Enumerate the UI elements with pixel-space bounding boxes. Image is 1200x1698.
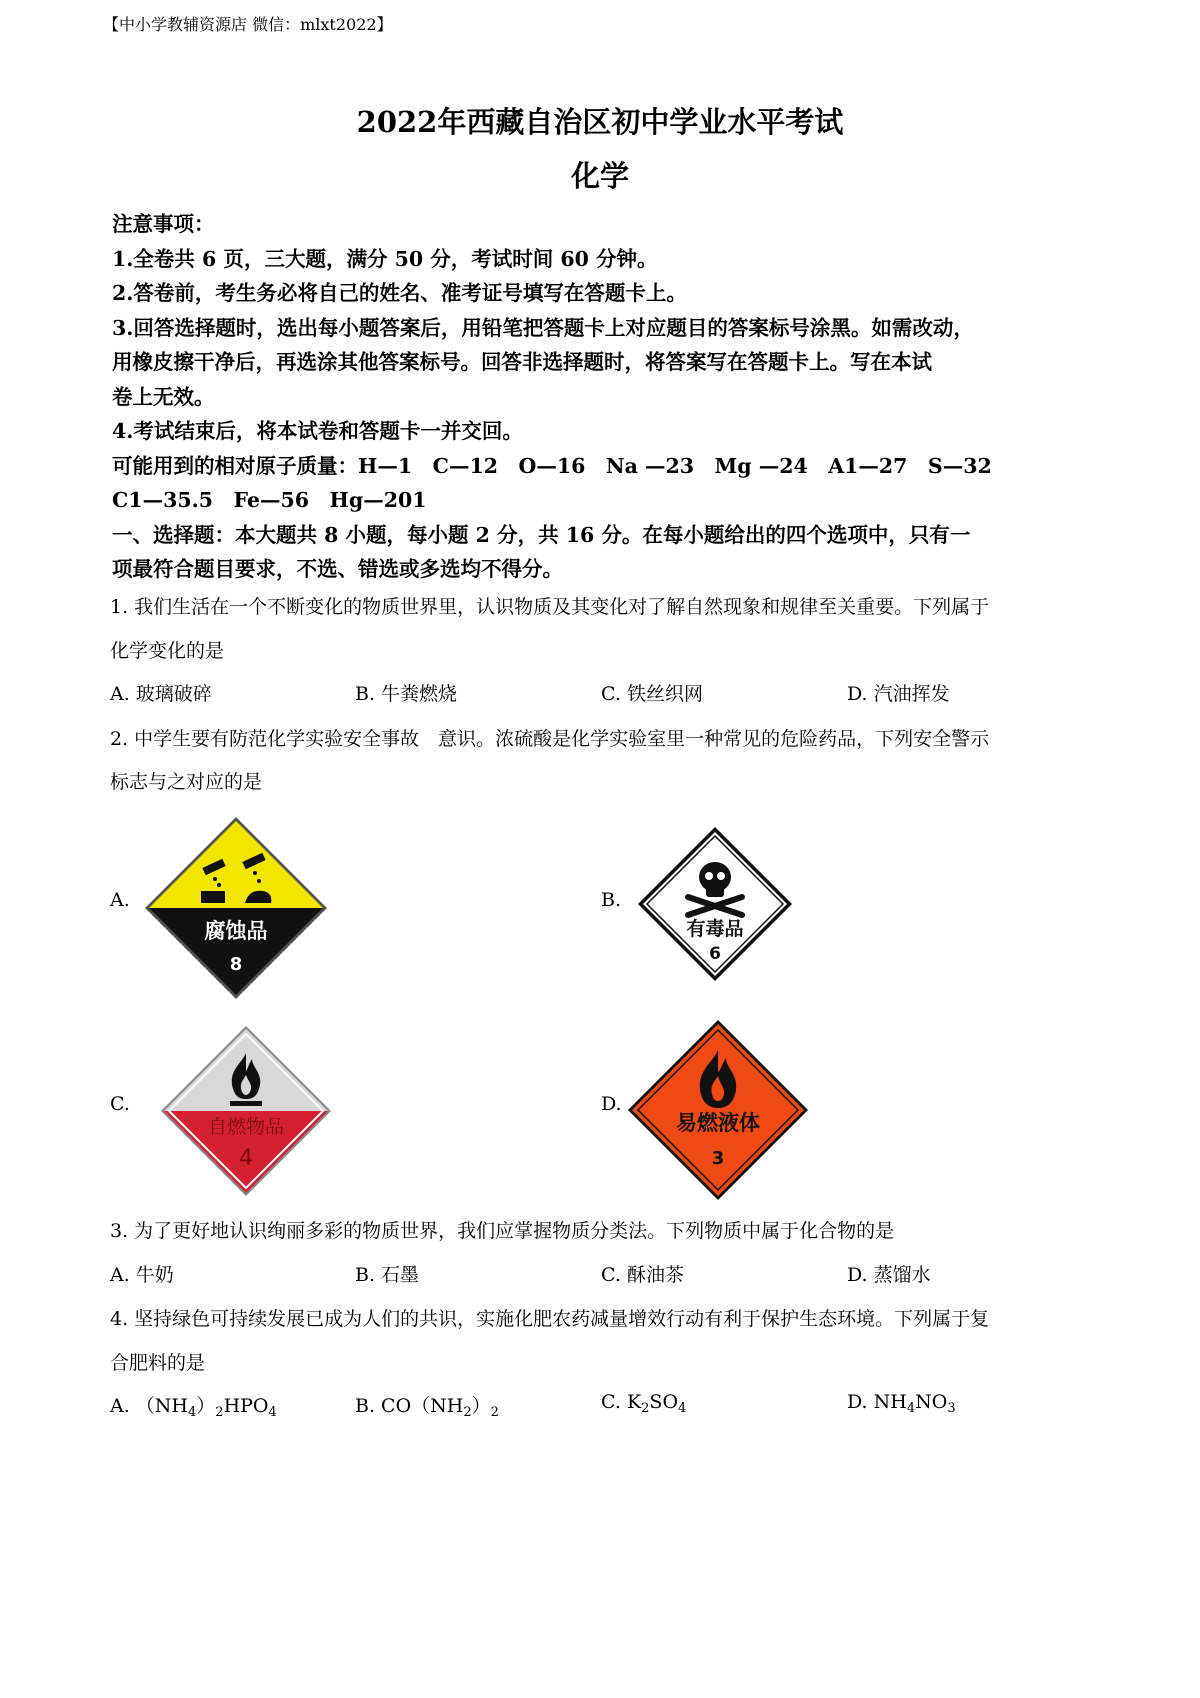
- q1-option-a: A. 玻璃破碎: [110, 683, 212, 705]
- section-heading: 项最符合题目要求，不选、错选或多选均不得分。: [112, 557, 563, 581]
- notice-item: 1.全卷共 6 页，三大题，满分 50 分，考试时间 60 分钟。: [112, 247, 658, 271]
- atomic-mass-line: 可能用到的相对原子质量：H—1 C—12 O—16 Na —23 Mg —24 A1—27 S—32: [112, 454, 992, 478]
- q2-option-c-letter: C.: [110, 1093, 130, 1115]
- section-heading: 一、选择题：本大题共 8 小题，每小题 2 分，共 16 分。在每小题给出的四个选项中，只有一: [112, 523, 971, 547]
- self-ignite-sign: [160, 1025, 332, 1197]
- self-ignite-number: 4: [239, 1146, 253, 1171]
- notice-item: 3.回答选择题时，选出每小题答案后，用铅笔把答题卡上对应题目的答案标号涂黑。如需改动，: [112, 316, 974, 340]
- corrosive-number: 8: [229, 954, 243, 975]
- toxic-number: 6: [709, 944, 721, 964]
- q2-option-a-letter: A.: [110, 889, 130, 911]
- q1-option-b: B. 牛粪燃烧: [355, 683, 458, 705]
- atomic-mass-line: C1—35.5 Fe—56 Hg—201: [112, 488, 427, 512]
- q4-option-d: D. $NH_4NO_3$: [847, 1391, 956, 1416]
- q3-option-d: D. 蒸馏水: [847, 1264, 931, 1286]
- toxic-label: 有毒品: [686, 918, 744, 940]
- q3-option-b: B. 石墨: [355, 1264, 420, 1286]
- q4-option-a: A. $(NH_4)_2HPO_4$: [110, 1395, 277, 1420]
- header-tag: 【中小学教辅资源店 微信：mlxt2022】: [103, 15, 393, 34]
- self-ignite-label: 自燃物品: [207, 1116, 285, 1138]
- notice-heading: 注意事项：: [112, 212, 215, 236]
- corrosive-label: 腐蚀品: [204, 919, 268, 943]
- q2-option-b-letter: B.: [601, 889, 622, 911]
- q3-option-a: A. 牛奶: [110, 1264, 174, 1286]
- q3-option-c: C. 酥油茶: [601, 1264, 684, 1286]
- notice-item: 2.答卷前，考生务必将自己的姓名、准考证号填写在答题卡上。: [112, 281, 687, 305]
- q2-option-d-letter: D.: [601, 1093, 622, 1115]
- flammable-label: 易燃液体: [676, 1111, 760, 1135]
- q4-option-c: C. $K_2SO_4$: [601, 1391, 687, 1416]
- notice-item: 用橡皮擦干净后，再选涂其他答案标号。回答非选择题时，将答案写在答题卡上。写在本试: [112, 350, 932, 374]
- question-4-stem: 4. 坚持绿色可持续发展已成为人们的共识，实施化肥农药减量增效行动有利于保护生态环境。下列属于复: [110, 1308, 990, 1330]
- question-3-stem: 3. 为了更好地认识绚丽多彩的物质世界，我们应掌握物质分类法。下列物质中属于化合物的是: [110, 1220, 895, 1242]
- q1-option-c: C. 铁丝织网: [601, 683, 703, 705]
- toxic-sign: [636, 825, 794, 983]
- notice-item: 卷上无效。: [112, 385, 215, 409]
- question-4-stem: 合肥料的是: [110, 1352, 206, 1374]
- question-2-stem: 2. 中学生要有防范化学实验安全事故 意识。浓硫酸是化学实验室里一种常见的危险药品，下列安全警示: [110, 728, 990, 750]
- question-2-stem: 标志与之对应的是: [110, 771, 263, 793]
- corrosive-sign: [143, 815, 329, 1001]
- q4-option-b: B. $CO(NH_2)_2$: [355, 1395, 499, 1420]
- question-1-stem: 1. 我们生活在一个不断变化的物质世界里，认识物质及其变化对了解自然现象和规律至关重要。下列属于: [110, 596, 990, 618]
- flammable-liquid-sign: [626, 1018, 810, 1202]
- subject-title: 化学: [570, 159, 629, 193]
- question-1-stem: 化学变化的是: [110, 640, 225, 662]
- flammable-number: 3: [711, 1148, 725, 1169]
- notice-item: 4.考试结束后，将本试卷和答题卡一并交回。: [112, 419, 523, 443]
- exam-title: 2022年西藏自治区初中学业水平考试: [356, 105, 844, 139]
- q1-option-d: D. 汽油挥发: [847, 683, 950, 705]
